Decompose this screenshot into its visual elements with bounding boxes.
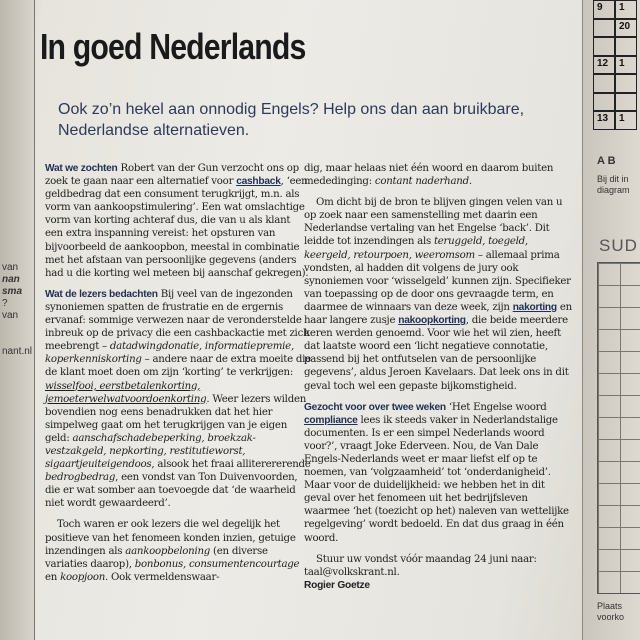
- grid-row: [593, 19, 640, 38]
- grid-row: [593, 111, 640, 130]
- sudoku-grid: [597, 262, 640, 594]
- paragraph: [45, 518, 311, 583]
- grid-row: [593, 93, 640, 112]
- text: , die beide meerdere keren werden genoemd. Voor wie het wil zien, heeft dat laatste woord een ‘licht negatieve connotatie, passend bij het ontfutselen van de persoonlijke gegevens’, aldus Jeroen Kavelaars. Dat leek ons in dit geval toch wel een gepaste bijkomstigheid.: [304, 315, 569, 392]
- text: Bij veel van de ingezonden synoniemen spatten de frustratie en de ergernis ervanaf: sommige verwezen naar de veronderstelde inbreuk op de privacy die een cashbackactie met zich meebrengt –: [45, 288, 310, 353]
- grid-cell: [593, 93, 615, 112]
- grid-row: [593, 74, 640, 93]
- paragraph: [304, 196, 574, 392]
- right-neighbor-column: [582, 0, 640, 640]
- crossword-grid: [593, 0, 640, 130]
- italic-text: bedrogbedrag: [45, 472, 116, 484]
- italic-text: teruggeld, toegeld, keergeld, retourpoen, weeromsom: [304, 236, 528, 261]
- text: Toch waren er ook lezers die wel degelijk het positieve van het fenomeen konden inzien, getuige inzendingen als: [45, 519, 296, 557]
- grid-cell: [615, 93, 637, 112]
- paragraph: [304, 553, 574, 579]
- text: – allemaal prima vondsten, al hadden dit volgens de jury ook synoniemen voor ‘wisselgeld’ kunnen zijn. Specifieker van toepassing op de door ons gevraagde term, en daarmee de winnaars van deze week, zijn: [304, 249, 571, 313]
- grid-cell: 1: [615, 0, 637, 19]
- term-highlight: compliance: [304, 414, 358, 426]
- term-highlight: nakoopkorting: [398, 315, 466, 327]
- paragraph: [304, 162, 574, 188]
- left-neighbor-column: [0, 0, 35, 640]
- article-lead: Ook zo’n hekel aan onnodig Engels? Help ons dan aan bruikbare, Nederlandse alternatieven.: [58, 101, 525, 139]
- left-fragment: nan: [2, 274, 20, 285]
- paragraph: [304, 579, 574, 592]
- text: – andere naar de extra moeite die de klant moet doen om zijn ‘korting’ te verkrijgen:: [45, 354, 311, 379]
- grid-row: [593, 56, 640, 75]
- section-heading: Wat de lezers bedachten: [45, 288, 158, 300]
- left-fragment: sma: [2, 286, 23, 297]
- grid-cell: 9: [593, 0, 615, 19]
- italic-text: aankoopbeloning: [125, 545, 211, 557]
- text: en haar langere zusje: [304, 301, 572, 327]
- grid-row: [593, 0, 640, 19]
- italic-text: datadwingdonatie, informatiepremie, koperkenniskorting: [45, 341, 294, 366]
- italic-text: wisselfooi, eerstbetalenkorting, jemoeterwelwatvoordoenkorting: [45, 380, 207, 405]
- paragraph: [304, 401, 574, 545]
- grid-cell: [593, 74, 615, 93]
- grid-cell: [615, 37, 637, 56]
- left-fragment: nant.nl: [2, 346, 33, 357]
- text: . Ook vermeldenswaar-: [105, 571, 220, 583]
- column-rule: [34, 0, 35, 640]
- text: lees ik steeds vaker in Nederlandstalige documenten. Is er een simpel Nederlands woord voor?’, vraagt Joke Ederveen. Nou, de Van Dale Engels-Nederlands weet er maar liefst elf op te noemen, van ‘volgzaamheid’ tot ‘onderdanigheid’. Maar voor de duidelijkheid: we hebben het in dit geval over het fenomeen uit het bedrijfsleven waarmee ‘het (toezicht op het) naleven van wettelijke regelgeving’ wordt bedoeld. En dat dus graag in één woord.: [304, 414, 569, 544]
- section-heading: Wat we zochten: [45, 163, 118, 174]
- italic-text: koopjoon: [60, 571, 106, 583]
- text: dig, maar helaas niet één woord en daarom buiten mededinging:: [304, 163, 554, 188]
- grid-cell: 20: [615, 19, 637, 38]
- grid-row: [593, 37, 640, 56]
- grid-cell: 1: [615, 111, 637, 130]
- text: , alsook het fraai alliterererende: [151, 459, 311, 471]
- left-fragment: van: [2, 262, 19, 273]
- section-heading: Gezocht voor over twee weken: [304, 401, 446, 413]
- grid-cell: 12: [593, 56, 615, 75]
- author-name: Rogier Goetze: [304, 579, 370, 591]
- text: ‘Het Engelse woord: [445, 401, 547, 413]
- grid-cell: 13: [593, 111, 615, 130]
- article-column-1: [45, 162, 311, 592]
- grid-cell: [593, 37, 615, 56]
- text: .: [468, 176, 472, 188]
- term-highlight: cashback: [236, 176, 281, 188]
- grid-cell: [593, 19, 615, 38]
- italic-text: contant naderhand: [374, 176, 469, 188]
- grid-cell: 1: [615, 56, 637, 75]
- paragraph: [45, 162, 311, 280]
- paragraph: [45, 288, 311, 511]
- grid-cell: [615, 74, 637, 93]
- left-fragment: van: [2, 310, 19, 321]
- italic-text: aanschafschadebeperking, broekzak-vestzakgeld, nepkorting, restitutieworst, sigaartjeuiteigendoos: [45, 432, 256, 471]
- italic-text: bonbonus, consumentencourtage: [134, 558, 300, 570]
- sudoku-heading: SUD: [599, 236, 638, 255]
- text: (en diverse variaties daarop),: [45, 545, 268, 570]
- term-highlight: nakorting: [512, 301, 557, 313]
- puzzle-note: voorko: [597, 612, 625, 622]
- puzzle-note: diagram: [597, 185, 630, 195]
- call-to-action: Stuur uw vondst vóór maandag 24 juni naar: taal@volkskrant.nl.: [304, 553, 537, 578]
- puzzle-note: Bij dit in: [597, 174, 629, 184]
- text: . Weer lezers wilden bovendien nog eens benadrukken dat het hier simpelweg gaat om het terugkrijgen van je eigen geld:: [45, 393, 307, 444]
- article-column-2: [304, 162, 574, 592]
- text: , ‘een geldbedrag dat een consument terugkrijgt, m.n. als vorm van aankoopstimulering’. Een wat omslachtige vorm van korting achteraf dus, die van u als klant een extra inspanning vereist: het opsturen van bijvoorbeeld de aankoopbon, meestal in combinatie met het afstaan van persoonlijke gegevens (anders had u die korting wel meteen bij aanschaf gekregen).: [45, 176, 309, 279]
- text: en: [45, 571, 61, 583]
- puzzle-label: A B: [597, 155, 616, 167]
- puzzle-note: Plaats: [597, 601, 623, 611]
- text: Robert van der Gun verzocht ons op zoek te gaan naar een alternatief voor: [45, 163, 299, 188]
- text: Om dicht bij de bron te blijven gingen velen van u op zoek naar een samenstelling met daarin een Nederlandse vertaling van het Engelse ‘back’. Dit leidde tot inzendingen als: [304, 197, 563, 248]
- text: , een vondst van Ton Duivenvoorden, die er wat somber aan toevoegde dat ‘de waarheid niet wordt gewaardeerd’.: [45, 472, 298, 510]
- left-fragment: ?: [2, 298, 8, 309]
- article-title: In goed Nederlands: [40, 26, 306, 67]
